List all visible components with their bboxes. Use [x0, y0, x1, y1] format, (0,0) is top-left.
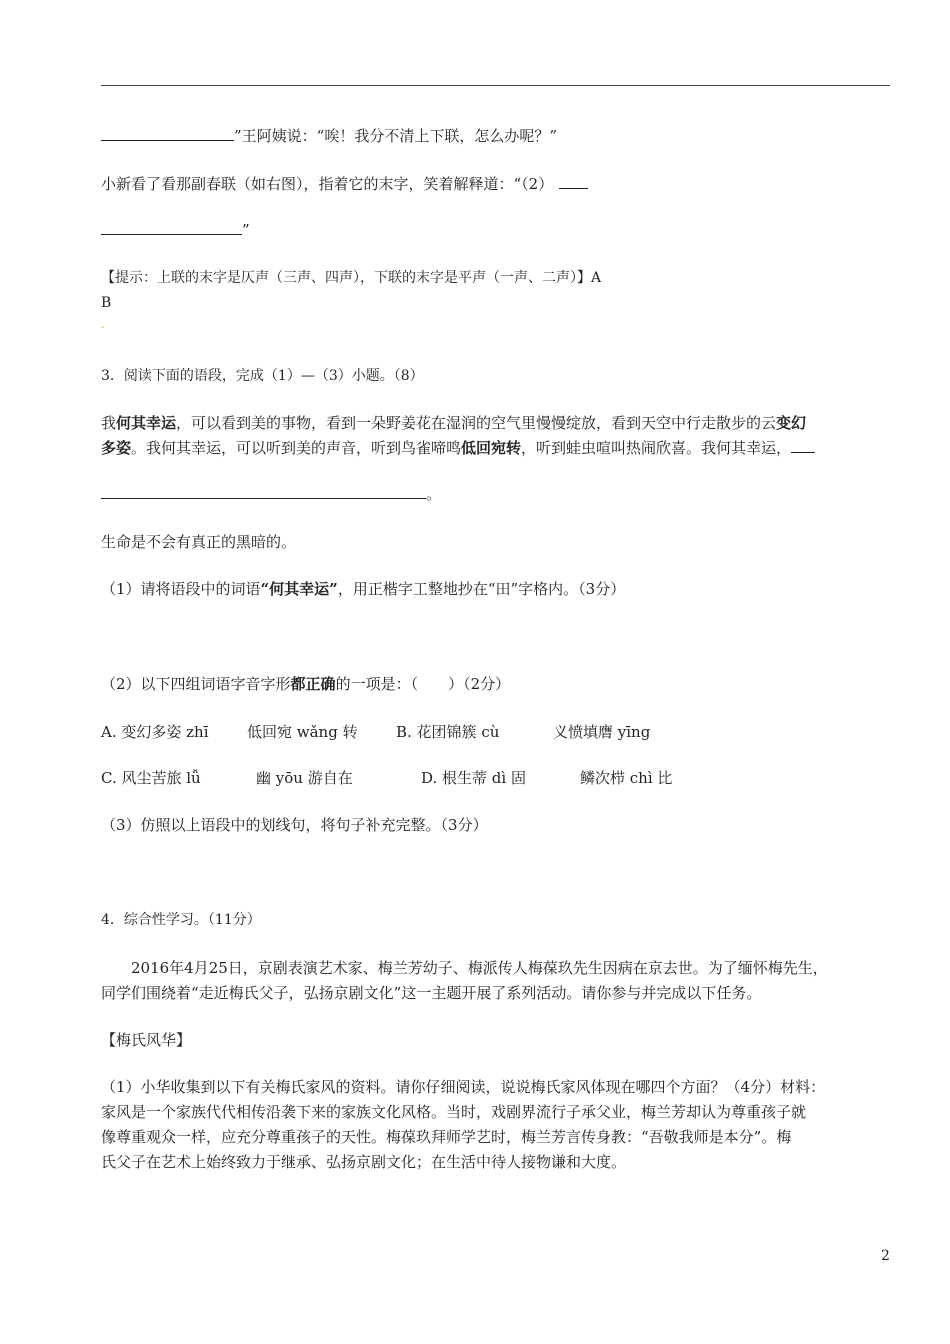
q3-heading: 3．阅读下面的语段，完成（1）—（3）小题。（8） — [101, 368, 424, 384]
q4-heading: 4．综合性学习。（11分） — [101, 912, 261, 928]
passage-text: 我 — [101, 414, 117, 432]
passage-text: ，听到蛙虫喧叫热闹欣喜。我何其幸运， — [521, 439, 792, 457]
option-a-1[interactable]: A. 变幻多姿 zhī — [101, 723, 209, 741]
question-text: ，用正楷字工整地抄在“田”字格内。（3分） — [337, 580, 626, 598]
q4-section-title: 【梅氏风华】 — [101, 1031, 192, 1049]
q3-passage-line-1 — [101, 413, 806, 433]
q3-sub-3: （3）仿照以上语段中的划线句，将句子补充完整。（3分） — [101, 816, 488, 834]
q3-sub-1 — [101, 579, 625, 599]
bold-phrase: 低回宛转 — [461, 439, 522, 457]
q2-line-3-text: ” — [242, 221, 250, 239]
q4-material-line-2: 家风是一个家族代代相传沿袭下来的家族文化风格。当时，戏剧界流行子承父业，梅兰芳却认为尊重孩子就 — [101, 1103, 807, 1121]
q3-sub-2 — [101, 674, 510, 694]
q4-intro-line-2: 同学们围绕着“走近梅氏父子，弘扬京剧文化”这一主题开展了系列活动。请你参与并完成以下任务。 — [101, 984, 762, 1002]
bold-phrase: “何其幸运” — [260, 580, 338, 598]
page-number: 2 — [881, 1248, 890, 1264]
q2-label-b: B — [101, 295, 112, 311]
question-text: （2）以下四组词语字音字形 — [101, 675, 291, 693]
passage-text: ，可以看到美的事物，看到一朵野姜花在湿润的空气里慢慢绽放，看到天空中行走散步的云 — [176, 414, 777, 432]
q2-line-2-text: 小新看了看那副春联（如右图），指着它的末字，笑着解释道：“（2） — [101, 175, 554, 193]
q2-hint: 【提示：上联的末字是仄声（三声、四声），下联的末字是平声（一声、二声）】A — [101, 270, 602, 286]
question-text: 的一项是：（ ）（2分） — [335, 675, 511, 693]
q3-passage-line-2 — [101, 438, 815, 458]
passage-text: 。 — [426, 485, 442, 503]
bold-phrase: 何其幸运 — [116, 414, 177, 432]
q2-line-1-text: ”王阿姨说：“唉！我分不清上下联，怎么办呢？” — [234, 127, 558, 145]
bold-phrase: 都正确 — [290, 675, 336, 693]
q4-material-line-4: 氏父子在艺术上始终致力于继承、弘扬京剧文化；在生活中待人接物谦和大度。 — [101, 1153, 627, 1171]
q4-material-line-1: （1）小华收集到以下有关梅氏家风的资料。请你仔细阅读，说说梅氏家风体现在哪四个方面？（4分）材料： — [101, 1078, 826, 1096]
option-a-2: 低回宛 wǎng 转 — [247, 723, 358, 741]
decorative-tick: - — [101, 322, 105, 333]
header-rule — [101, 85, 890, 86]
q4-material-line-3: 像尊重观众一样，应充分尊重孩子的天性。梅葆玖拜师学艺时，梅兰芳言传身教：“吾敬我师是本分”。梅 — [101, 1128, 792, 1146]
answer-blank[interactable] — [791, 438, 815, 453]
answer-blank[interactable] — [101, 220, 242, 235]
q4-intro-line-1: 2016年4月25日，京剧表演艺术家、梅兰芳幼子、梅派传人梅葆玖先生因病在京去世。为了缅怀梅先生， — [101, 959, 828, 977]
bold-phrase: 多姿 — [101, 439, 132, 457]
passage-text: 。我何其幸运，可以听到美的声音，听到鸟雀啼鸣 — [131, 439, 462, 457]
option-d-1[interactable]: D. 根生蒂 dì 固 — [421, 769, 526, 787]
q3-passage-line-3 — [101, 484, 441, 504]
option-b-2: 义愤填膺 yīng — [553, 723, 651, 741]
question-text: （1）请将语段中的词语 — [101, 580, 261, 598]
q2-line-1 — [101, 126, 557, 146]
q2-line-2 — [101, 174, 588, 194]
q3-passage-line-4: 生命是不会有真正的黑暗的。 — [101, 533, 297, 551]
q2-line-3 — [101, 220, 250, 240]
option-c-1[interactable]: C. 风尘苦旅 lǚ — [101, 769, 201, 787]
bold-phrase: 变幻 — [776, 414, 807, 432]
option-c-2: 幽 yōu 游自在 — [256, 769, 353, 787]
option-d-2: 鳞次栉 chì 比 — [580, 769, 673, 787]
option-b-1[interactable]: B. 花团锦簇 cù — [396, 723, 500, 741]
answer-blank[interactable] — [101, 126, 234, 141]
answer-blank[interactable] — [101, 484, 426, 499]
answer-blank[interactable] — [559, 174, 588, 189]
